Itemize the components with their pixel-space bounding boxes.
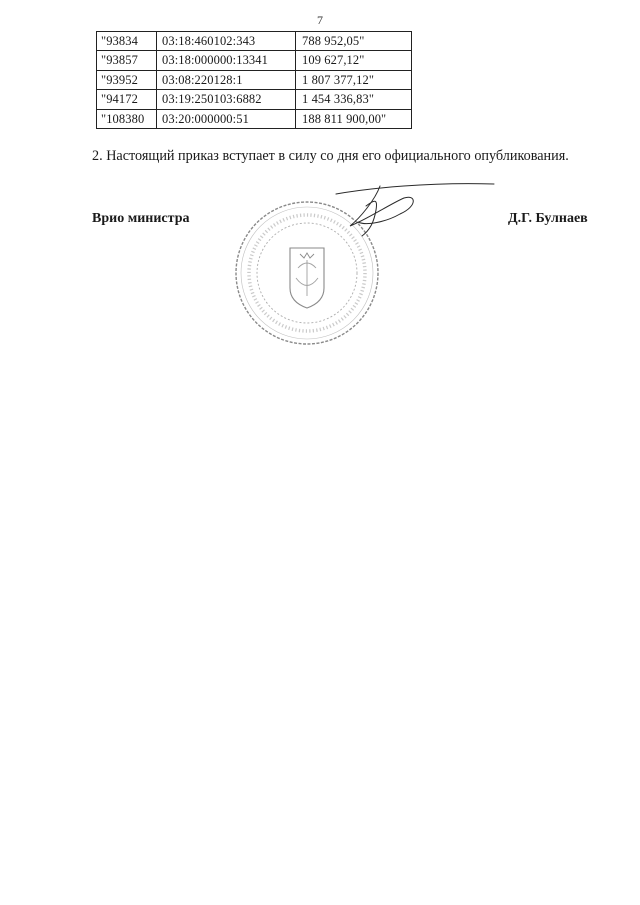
cadastral-value-cell: 1 807 377,12": [296, 70, 412, 89]
table-row: [97, 32, 412, 51]
object-code-cell: "93834: [97, 32, 157, 51]
cadastral-number-cell: 03:08:220128:1: [157, 70, 296, 89]
cadastral-value-cell: 1 454 336,83": [296, 90, 412, 109]
table-row: [97, 109, 412, 128]
cadastral-value-table: [96, 31, 412, 129]
object-code-cell: "93952: [97, 70, 157, 89]
table-row: [97, 51, 412, 70]
table-row: [97, 70, 412, 89]
cadastral-number-cell: 03:20:000000:51: [157, 109, 296, 128]
cadastral-number-cell: 03:18:460102:343: [157, 32, 296, 51]
page-number: 7: [317, 13, 323, 27]
cadastral-value-cell: 109 627,12": [296, 51, 412, 70]
table-row: [97, 90, 412, 109]
cadastral-value-cell: 788 952,05": [296, 32, 412, 51]
effective-date-clause: 2. Настоящий приказ вступает в силу со дня его официального опубликования.: [92, 148, 569, 164]
handwritten-signature-icon: [330, 170, 510, 240]
object-code-cell: "108380: [97, 109, 157, 128]
cadastral-number-cell: 03:18:000000:13341: [157, 51, 296, 70]
signatory-title: Врио министра: [92, 211, 190, 226]
signatory-name: Д.Г. Булнаев: [508, 211, 588, 226]
cadastral-value-cell: 188 811 900,00": [296, 109, 412, 128]
object-code-cell: "94172: [97, 90, 157, 109]
object-code-cell: "93857: [97, 51, 157, 70]
cadastral-number-cell: 03:19:250103:6882: [157, 90, 296, 109]
